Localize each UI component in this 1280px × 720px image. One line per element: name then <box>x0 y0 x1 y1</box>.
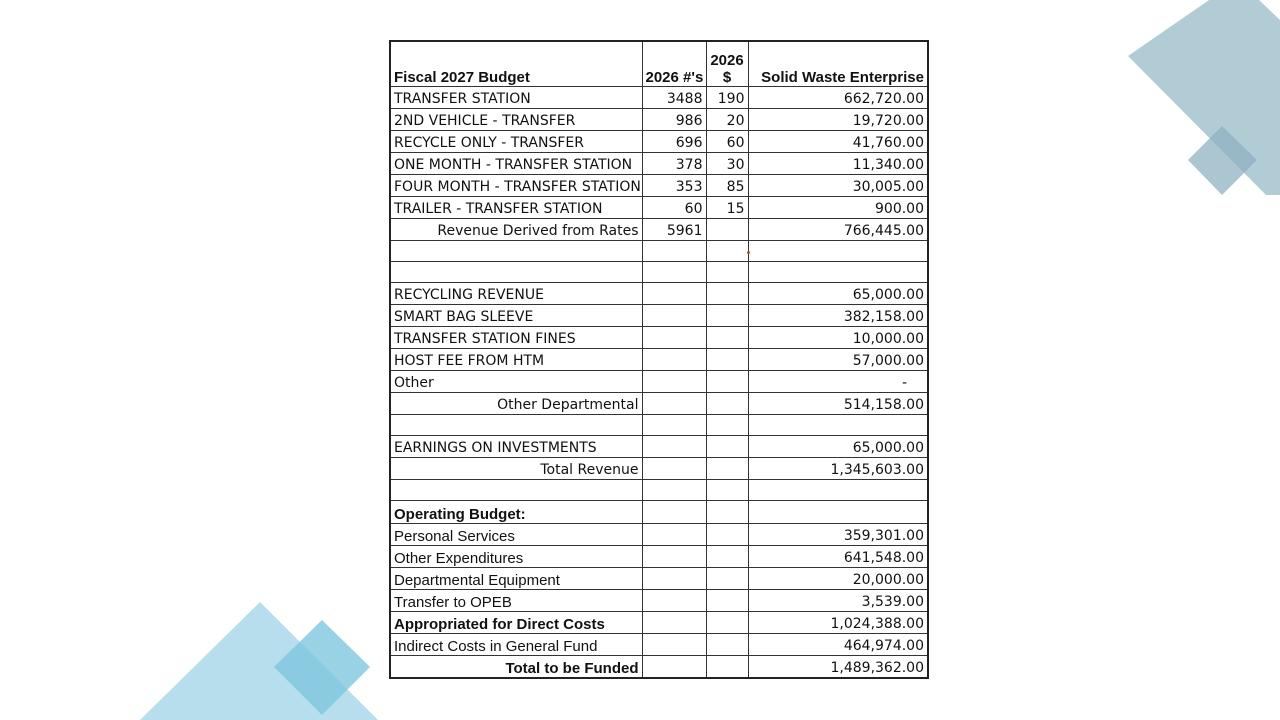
row-amount: 641,548.00 <box>748 545 928 567</box>
rate-column-header <box>706 41 748 87</box>
row-amount: 11,340.00 <box>748 153 928 175</box>
total-column-header: Solid Waste Enterprise <box>748 41 928 87</box>
rate-year-label: 2026 <box>710 52 744 69</box>
indirect-costs-amount: 464,974.00 <box>748 633 928 655</box>
decor-diamond-small-bottom-left <box>274 620 370 715</box>
row-amount: 10,000.00 <box>748 327 928 349</box>
table-row <box>390 371 928 393</box>
table-row <box>390 283 928 305</box>
row-amount: 57,000.00 <box>748 349 928 371</box>
indirect-costs-label: Indirect Costs in General Fund <box>390 633 642 655</box>
row-rate: 20 <box>706 109 748 131</box>
total-funded-amount: 1,489,362.00 <box>748 655 928 678</box>
operating-heading-row <box>390 501 928 523</box>
row-amount: 20,000.00 <box>748 567 928 589</box>
row-label: TRAILER - TRANSFER STATION <box>390 197 642 219</box>
other-subtotal-row <box>390 393 928 415</box>
row-label: Transfer to OPEB <box>390 589 642 611</box>
row-amount: 382,158.00 <box>748 305 928 327</box>
other-subtotal-amount: 514,158.00 <box>748 393 928 415</box>
row-count: 353 <box>642 175 706 197</box>
table-row <box>390 327 928 349</box>
row-amount: 900.00 <box>748 197 928 219</box>
table-row <box>390 305 928 327</box>
row-amount: - <box>748 371 928 393</box>
decor-diamond-large-bottom-left <box>140 602 378 720</box>
table-row <box>390 175 928 197</box>
row-label: 2ND VEHICLE - TRANSFER <box>390 109 642 131</box>
decor-diamond-small-top-right <box>1188 126 1257 195</box>
table-row <box>390 131 928 153</box>
table-row <box>390 153 928 175</box>
row-label: HOST FEE FROM HTM <box>390 349 642 371</box>
row-label: Other Expenditures <box>390 545 642 567</box>
row-label: SMART BAG SLEEVE <box>390 305 642 327</box>
row-amount: 19,720.00 <box>748 109 928 131</box>
row-rate: 190 <box>706 87 748 109</box>
earnings-row <box>390 436 928 458</box>
table-row <box>390 589 928 611</box>
row-rate: 60 <box>706 131 748 153</box>
direct-costs-row <box>390 611 928 633</box>
direct-costs-amount: 1,024,388.00 <box>748 611 928 633</box>
budget-table <box>389 40 929 679</box>
table-row <box>390 87 928 109</box>
rates-subtotal-count: 5961 <box>642 219 706 241</box>
total-revenue-label: Total Revenue <box>390 458 642 480</box>
total-funded-row <box>390 655 928 678</box>
earnings-label: EARNINGS ON INVESTMENTS <box>390 436 642 458</box>
rates-subtotal-amount: 766,445.00 <box>748 219 928 241</box>
row-label: Personal Services <box>390 523 642 545</box>
table-row <box>390 523 928 545</box>
row-amount: 3,539.00 <box>748 589 928 611</box>
indirect-costs-row <box>390 633 928 655</box>
earnings-amount: 65,000.00 <box>748 436 928 458</box>
table-row <box>390 109 928 131</box>
rates-subtotal-row <box>390 219 928 241</box>
header-row <box>390 41 928 87</box>
other-subtotal-label: Other Departmental <box>390 393 642 415</box>
row-rate: 85 <box>706 175 748 197</box>
operating-heading: Operating Budget: <box>390 501 642 523</box>
rate-unit-label: $ <box>722 69 732 86</box>
row-count: 986 <box>642 109 706 131</box>
row-rate: 15 <box>706 197 748 219</box>
row-label: RECYCLING REVENUE <box>390 283 642 305</box>
row-amount: 30,005.00 <box>748 175 928 197</box>
row-amount: 65,000.00 <box>748 283 928 305</box>
spacer-row <box>390 262 928 283</box>
row-label: RECYCLE ONLY - TRANSFER <box>390 131 642 153</box>
row-label: TRANSFER STATION FINES <box>390 327 642 349</box>
row-count: 3488 <box>642 87 706 109</box>
row-amount: 662,720.00 <box>748 87 928 109</box>
cell-cursor-marker <box>747 251 750 254</box>
direct-costs-label: Appropriated for Direct Costs <box>390 611 642 633</box>
total-revenue-row <box>390 458 928 480</box>
table-row <box>390 197 928 219</box>
row-label: Other <box>390 371 642 393</box>
spacer-row <box>390 241 928 262</box>
row-label: FOUR MONTH - TRANSFER STATION <box>390 175 642 197</box>
decor-diamond-large-top-right <box>1128 0 1280 195</box>
count-column-header: 2026 #'s <box>642 41 706 87</box>
row-label: Departmental Equipment <box>390 567 642 589</box>
row-amount: 41,760.00 <box>748 131 928 153</box>
total-funded-label: Total to be Funded <box>390 655 642 678</box>
row-count: 378 <box>642 153 706 175</box>
row-count: 696 <box>642 131 706 153</box>
row-label: TRANSFER STATION <box>390 87 642 109</box>
row-amount: 359,301.00 <box>748 523 928 545</box>
empty-cell <box>706 219 748 241</box>
row-rate: 30 <box>706 153 748 175</box>
total-revenue-amount: 1,345,603.00 <box>748 458 928 480</box>
spacer-row <box>390 480 928 501</box>
row-label: ONE MONTH - TRANSFER STATION <box>390 153 642 175</box>
spacer-row <box>390 415 928 436</box>
table-row <box>390 567 928 589</box>
rates-subtotal-label: Revenue Derived from Rates <box>390 219 642 241</box>
table-row <box>390 545 928 567</box>
table-row <box>390 349 928 371</box>
budget-title: Fiscal 2027 Budget <box>390 41 642 87</box>
row-count: 60 <box>642 197 706 219</box>
